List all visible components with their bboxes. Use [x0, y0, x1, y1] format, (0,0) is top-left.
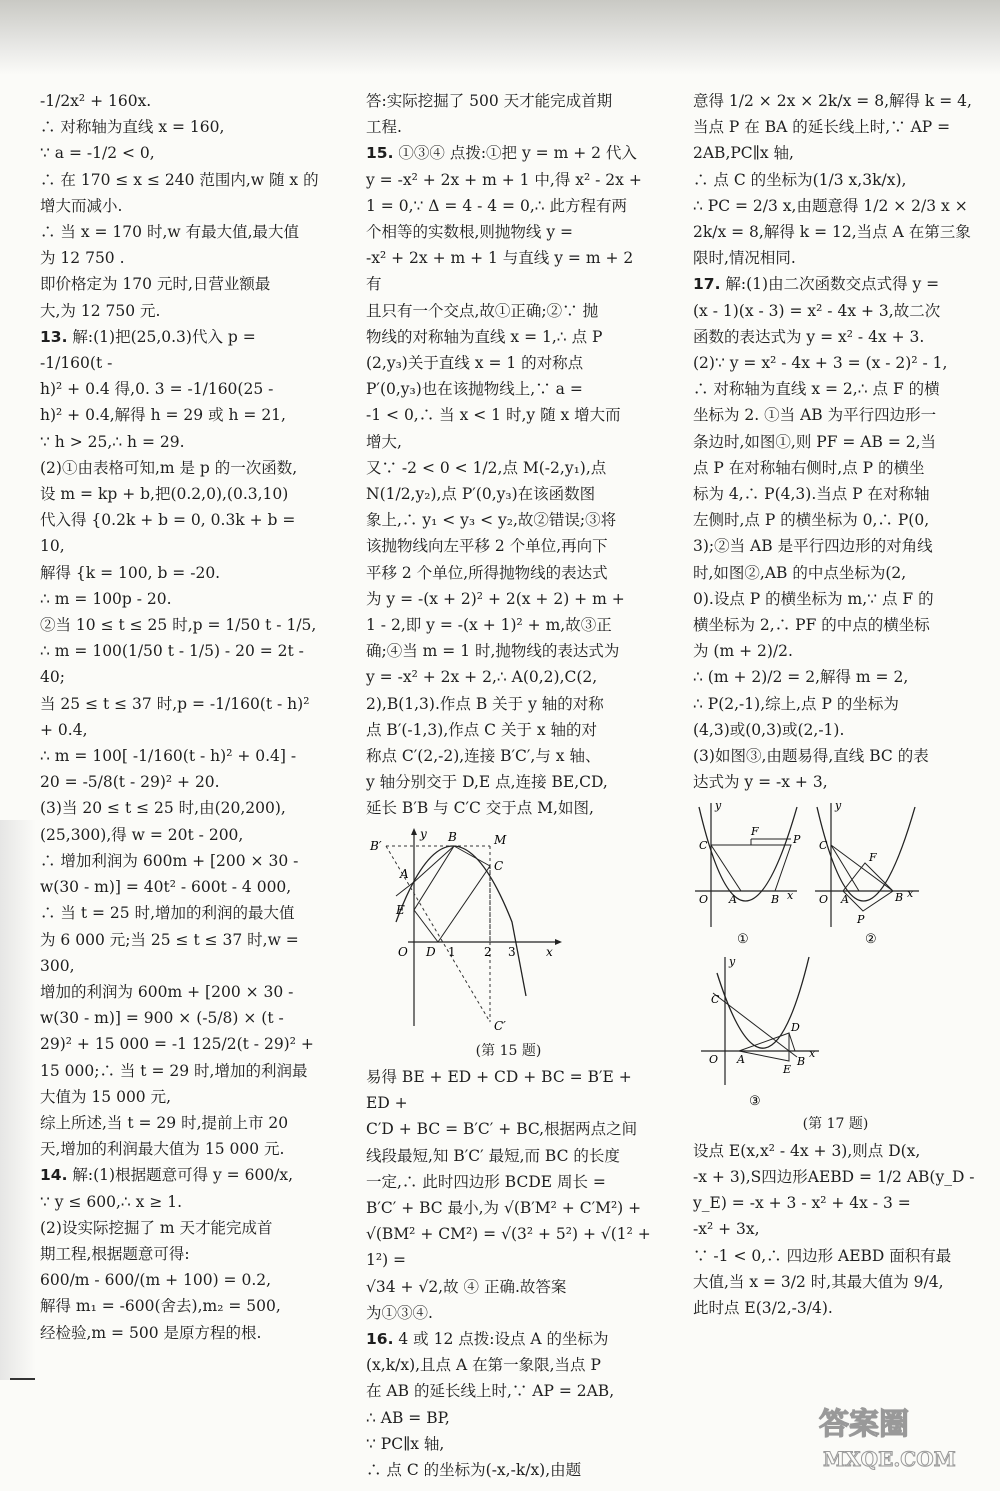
col1-line: ∵ y ≤ 600,∴ x ≥ 1. — [40, 1192, 183, 1211]
fig3-db — [789, 1033, 795, 1051]
col2-line: 又∵ -2 < 0 < 1/2,点 M(-2,y₁),点 — [366, 458, 607, 477]
fig1-parabola — [699, 807, 797, 901]
col3-line: 当点 P 在 BA 的延长线上时,∵ AP = — [693, 118, 951, 137]
fig2-label-o: O — [819, 893, 829, 907]
col1-line: (25,300),得 w = 20t - 200, — [40, 825, 244, 844]
label-bprime: B′ — [370, 838, 382, 853]
col3-line: 左侧时,点 P 的横坐标为 0,∴ P(0, — [693, 511, 930, 530]
col1-line: 15 000;∴ 当 t = 29 时,增加的利润最 — [40, 1061, 308, 1080]
col1-line: 当 25 ≤ t ≤ 37 时,p = -1/160(t - h)² + 0.4, — [40, 694, 315, 739]
fig3-label-a: A — [737, 1053, 745, 1067]
col2b-line: ∴ AB = BP, — [366, 1408, 450, 1427]
col1-line: ∴ m = 100p - 20. — [40, 589, 172, 608]
label-c: C — [494, 858, 504, 873]
col3-line: ∴ P(2,-1),综上,点 P 的坐标为 — [693, 694, 899, 713]
fig2-label-p: P — [857, 913, 865, 927]
col2b-line: ∴ 点 C 的坐标为(-x,-k/x),由题 — [366, 1460, 582, 1479]
col3-line: 时,如图②,AB 的中点坐标为(2, — [693, 563, 907, 582]
col2-line: y = -x² + 2x + m + 1 中,得 x² - 2x + — [366, 170, 642, 189]
fig2-parallelogram — [843, 863, 893, 911]
col1-line: ②当 10 ≤ t ≤ 25 时,p = 1/50 t - 1/5, — [40, 616, 317, 635]
question-number: 15. — [366, 144, 394, 163]
fig3-label-y: y — [729, 955, 736, 969]
fig3-parabola — [717, 957, 809, 1048]
col2-line: 工程. — [366, 118, 402, 137]
col3-line: 横坐标为 2,∴ PF 的中点的横坐标 — [693, 616, 930, 635]
col1-line: 为 12 750 . — [40, 249, 125, 268]
question-number: 14. — [40, 1166, 68, 1185]
col3-line: 3);②当 AB 是平行四边形的对角线 — [693, 537, 933, 556]
segment-bc — [454, 846, 490, 866]
col3-line: 0).设点 P 的横坐标为 m,∵ 点 F 的 — [693, 589, 934, 608]
col2b-line: 16. 4 或 12 点拨:设点 A 的坐标为 — [366, 1329, 609, 1348]
fig3-label-e: E — [783, 1063, 792, 1077]
col3-line: 2k/x = 8,解得 k = 12,当点 A 在第三象 — [693, 223, 971, 242]
fig2-label-f: F — [869, 851, 877, 865]
col1-line: 设 m = kp + b,把(0.2,0),(0.3,10) — [40, 485, 289, 504]
col3-line: 17. 解:(1)由二次函数交点式得 y = — [693, 275, 940, 294]
col1-line: -1/2x² + 160x. — [40, 92, 152, 110]
col1-line: ∴ m = 100(1/50 t - 1/5) - 20 = 2t - 40; — [40, 642, 309, 687]
fig1-label-x: x — [787, 889, 794, 903]
segment-ab — [414, 846, 454, 882]
segment-dc — [438, 866, 490, 942]
col3-line: 限时,情况相同. — [693, 249, 796, 268]
col2-line: 延长 B′B 与 C′C 交于点 M,如图, — [366, 799, 594, 818]
fig2-label-x: x — [907, 887, 914, 901]
col2b-line: C′D + BC = B′C′ + BC,根据两点之间 — [366, 1120, 638, 1139]
col3-line: (x - 1)(x - 3) = x² - 4x + 3,故二次 — [693, 301, 941, 320]
col1-line: 29)² + 15 000 = -1 125/2(t - 29)² + — [40, 1035, 314, 1054]
col2-line: 为 y = -(x + 2)² + 2(x + 2) + m + — [366, 589, 625, 608]
col2-line: 点 B′(-1,3),作点 C 关于 x 轴的对 — [366, 720, 598, 739]
col3-line: ∴ 对称轴为直线 x = 2,∴ 点 F 的横 — [693, 380, 940, 399]
col2b-line: √(BM² + CM²) = √(3² + 5²) + √(1² + 1²) = — [366, 1225, 656, 1270]
fig2-label-y: y — [835, 799, 842, 813]
fig1-label-c: C — [699, 839, 708, 853]
fig3-label-x: x — [809, 1047, 816, 1061]
question-number: 13. — [40, 327, 68, 346]
col1-line: 即价格定为 170 元时,日营业额最 — [40, 275, 271, 294]
svg-text:答案圈: 答案圈 — [819, 1407, 909, 1442]
col1-line: 解得 m₁ = -600(舍去),m₂ = 500, — [40, 1297, 281, 1316]
col1-line: 大值为 15 000 元, — [40, 1087, 172, 1106]
col2b-line: 易得 BE + ED + CD + BC = B′E + ED + — [366, 1067, 637, 1113]
fig3-label-c: C — [711, 993, 720, 1007]
col3-line: 达式为 y = -x + 3, — [693, 773, 828, 792]
column-3 — [693, 88, 978, 1321]
col2-line: 确;④当 m = 1 时,抛物线的表达式为 — [366, 642, 620, 661]
segment-be — [414, 846, 454, 910]
col1-line: 增大而减小. — [40, 196, 123, 215]
segment-ed — [414, 910, 438, 942]
col2-line: P′(0,y₃)也在该抛物线上,∵ a = — [366, 380, 583, 399]
col2b-line: 线段最短,知 B′C′ 最短,而 BC 的长度 — [366, 1146, 620, 1165]
col1-line: 20 = -5/8(t - 29)² + 20. — [40, 773, 220, 792]
column-3-text-b — [693, 1138, 978, 1321]
figure-17-3 — [693, 953, 933, 1111]
label-m: M — [494, 832, 507, 847]
col1-line: ∴ 当 x = 170 时,w 有最大值,最大值 — [40, 223, 299, 242]
col2-line: 2),B(1,3).作点 B 关于 y 轴的对称 — [366, 694, 604, 713]
col1-line: h)² + 0.4 得,0. 3 = -1/160(25 - — [40, 380, 274, 399]
col2b-line: (x,k/x),且点 A 在第一象限,当点 P — [366, 1356, 601, 1375]
fig3-quadrilateral — [739, 1033, 789, 1061]
label-d: D — [426, 944, 436, 959]
fig2-number: ② — [865, 932, 877, 948]
question-number: 17. — [693, 275, 721, 294]
col3-line: 条边时,如图①,则 PF = AB = 2,当 — [693, 432, 937, 451]
col3-line: 标为 4,∴ P(4,3).当点 P 在对称轴 — [693, 485, 930, 504]
label-b: B — [448, 829, 457, 844]
col3-line: (3)如图③,由题易得,直线 BC 的表 — [693, 747, 929, 766]
figure-15-caption: (第 15 题) — [475, 1042, 542, 1059]
col3-line: 坐标为 2. ①当 AB 为平行四边形一 — [693, 406, 937, 425]
fig1-label-p: P — [793, 833, 801, 847]
col1-line: 期工程,根据题意可得: — [40, 1244, 190, 1263]
col3-line: ∴ (m + 2)/2 = 2,解得 m = 2, — [693, 668, 909, 687]
col3-line: 2AB,PC∥x 轴, — [693, 144, 794, 163]
fig1-label-a: A — [729, 893, 737, 907]
column-2 — [366, 88, 656, 1483]
fig3-label-d: D — [791, 1021, 800, 1035]
col3-line: 为 (m + 2)/2. — [693, 642, 793, 661]
col1-line: 解得 {k = 100, b = -20. — [40, 563, 221, 582]
col2b-line: 一定,∴ 此时四边形 BCDE 周长 = — [366, 1172, 606, 1191]
col3-line: (4,3)或(0,3)或(2,-1). — [693, 720, 845, 739]
col1-line: ∴ 当 t = 25 时,增加的利润的最大值 — [40, 904, 295, 923]
fig2-triangle — [831, 845, 893, 891]
col2-line: y 轴分别交于 D,E 点,连接 BE,CD, — [366, 773, 608, 792]
col2b-line: B′C′ + BC 最小,为 √(B′M² + C′M²) + — [366, 1198, 642, 1217]
col1-line: 综上所述,当 t = 29 时,提前上市 20 — [40, 1113, 289, 1132]
col2-line: N(1/2,y₂),点 P′(0,y₃)在该函数图 — [366, 485, 596, 504]
col1-line: ∴ 在 170 ≤ x ≤ 240 范围内,w 随 x 的 — [40, 170, 319, 189]
col2-line: 该抛物线向左平移 2 个单位,再向下 — [366, 537, 608, 556]
label-3: 3 — [508, 944, 516, 959]
label-cprime: C′ — [494, 1018, 506, 1033]
col1-line: ∴ 对称轴为直线 x = 160, — [40, 118, 225, 137]
col3b-line: ∵ -1 < 0,∴ 四边形 AEBD 面积有最 — [693, 1246, 952, 1265]
col3b-line: 设点 E(x,x² - 4x + 3),则点 D(x, — [693, 1141, 921, 1160]
col1-line: 14. 解:(1)根据题意可得 y = 600/x, — [40, 1166, 294, 1185]
col2-line: 答:实际挖掘了 500 天才能完成首期 — [366, 92, 613, 110]
column-3-text-a — [693, 88, 978, 795]
column-2-text-a — [366, 88, 651, 822]
col2-line: -x² + 2x + m + 1 与直线 y = m + 2 有 — [366, 249, 639, 294]
fig2-label-b: B — [895, 891, 904, 905]
col2b-line: √34 + √2,故 ④ 正确.故答案 — [366, 1277, 567, 1296]
col3-line: 意得 1/2 × 2x × 2k/x = 8,解得 k = 4, — [693, 92, 972, 110]
label-1: 1 — [448, 944, 456, 959]
col2-line: 增大, — [366, 432, 402, 451]
col3b-line: 此时点 E(3/2,-3/4). — [693, 1298, 833, 1317]
col2b-line: ∵ PC∥x 轴, — [366, 1434, 445, 1453]
col1-line: h)² + 0.4,解得 h = 29 或 h = 21, — [40, 406, 286, 425]
column-1 — [40, 88, 320, 1346]
col2-line: 平移 2 个单位,所得抛物线的表达式 — [366, 563, 608, 582]
fig1-label-o: O — [699, 893, 709, 907]
label-a: A — [400, 866, 409, 881]
fig3-number: ③ — [749, 1094, 761, 1110]
col2-line: y = -x² + 2x + 2,∴ A(0,2),C(2, — [366, 668, 598, 687]
col2b-line: 在 AB 的延长线上时,∵ AP = 2AB, — [366, 1382, 615, 1401]
col3-line: 函数的表达式为 y = x² - 4x + 3. — [693, 327, 925, 346]
fig3-label-b: B — [797, 1055, 806, 1069]
col2-line: 15. ①③④ 点拨:①把 y = m + 2 代入 — [366, 144, 637, 163]
label-o: O — [398, 944, 408, 959]
col1-line: w(30 - m)] = 900 × (-5/8) × (t - — [40, 1009, 284, 1028]
fig1-number: ① — [737, 932, 749, 948]
label-x: x — [546, 944, 553, 959]
col1-line: ∴ m = 100[ -1/160(t - h)² + 0.4] - — [40, 747, 297, 766]
column-2-text-b — [366, 1064, 656, 1483]
fig1-label-f: F — [751, 825, 759, 839]
col3-line: ∴ PC = 2/3 x,由题意得 1/2 × 2/3 x × — [693, 196, 968, 215]
col2-line: (2,y₃)关于直线 x = 1 的对称点 — [366, 354, 584, 373]
col1-line: (2)设实际挖掘了 m 天才能完成首 — [40, 1218, 273, 1237]
col2-line: -1 < 0,∴ 当 x < 1 时,y 随 x 增大而 — [366, 406, 621, 425]
col1-line: 为 6 000 元;当 25 ≤ t ≤ 37 时,w = 300, — [40, 930, 304, 975]
col1-line: 13. 解:(1)把(25,0.3)代入 p = -1/160(t - — [40, 327, 261, 373]
x-arrow-icon — [555, 939, 562, 945]
label-y: y — [420, 826, 427, 841]
col1-line: 天,增加的利润最大值为 15 000 元. — [40, 1140, 285, 1159]
col1-line: w(30 - m)] = 40t² - 600t - 4 000, — [40, 878, 292, 897]
label-e: E — [396, 902, 405, 917]
fig1-label-y: y — [715, 799, 722, 813]
col1-line: 代入得 {0.2k + b = 0, 0.3k + b = 10, — [40, 511, 301, 556]
fig1-parallelogram — [711, 845, 791, 891]
col3b-line: -x + 3),S四边形AEBD = 1/2 AB(y_D - — [693, 1167, 975, 1186]
col1-line: 经检验,m = 500 是原方程的根. — [40, 1323, 262, 1342]
col1-line: (2)①由表格可知,m 是 p 的一次函数, — [40, 458, 298, 477]
fig2-label-c: C — [819, 839, 828, 853]
scan-shadow-band — [0, 0, 1000, 75]
col3-line: (2)∵ y = x² - 4x + 3 = (x - 2)² - 1, — [693, 354, 948, 373]
figure-17-1-2 — [693, 799, 933, 949]
col1-line: ∵ a = -1/2 < 0, — [40, 144, 155, 163]
fig2-label-a: A — [841, 893, 849, 907]
col2-line: 物线的对称轴为直线 x = 1,∴ 点 P — [366, 327, 603, 346]
col2-line: 且只有一个交点,故①正确;②∵ 抛 — [366, 301, 599, 320]
col2b-line: 为①③④. — [366, 1303, 433, 1322]
figure-15 — [366, 826, 566, 1038]
col1-line: 600/m - 600/(m + 100) = 0.2, — [40, 1271, 272, 1290]
fig2-parabola — [817, 807, 915, 901]
col2-line: 个相等的实数根,则抛物线 y = — [366, 223, 574, 242]
col1-line: (3)当 20 ≤ t ≤ 25 时,由(20,200), — [40, 799, 286, 818]
col1-line: ∴ 增加利润为 600m + [200 × 30 - — [40, 851, 299, 870]
page-number-rule — [10, 1378, 35, 1380]
col2-line: 1 = 0,∵ Δ = 4 - 4 = 0,∴ 此方程有两 — [366, 196, 628, 215]
col1-line: 增加的利润为 600m + [200 × 30 - — [40, 982, 294, 1001]
col2-line: 1 - 2,即 y = -(x + 1)² + m,故③正 — [366, 616, 612, 635]
watermark-logo — [815, 1400, 985, 1475]
parabola — [396, 846, 526, 996]
col3b-line: 大值,当 x = 3/2 时,其最大值为 9/4, — [693, 1272, 944, 1291]
col1-line: ∵ h > 25,∴ h = 29. — [40, 432, 185, 451]
col3-line: ∴ 点 C 的坐标为(1/3 x,3k/x), — [693, 170, 907, 189]
fig3-label-o: O — [709, 1053, 719, 1067]
col2-line: 称点 C′(2,-2),连接 B′C′,与 x 轴、 — [366, 747, 601, 766]
question-number: 16. — [366, 1329, 394, 1348]
col1-line: 大,为 12 750 元. — [40, 301, 161, 320]
col2-line: 象上,∴ y₁ < y₃ < y₂,故②错误;③将 — [366, 511, 617, 530]
figure-17-caption: (第 17 题) — [802, 1116, 869, 1133]
col3b-line: -x² + 3x, — [693, 1220, 760, 1239]
svg-text:MXQE.COM: MXQE.COM — [823, 1447, 956, 1471]
col3b-line: y_E) = -x + 3 - x² + 4x - 3 = — [693, 1194, 911, 1213]
col3-line: 点 P 在对称轴右侧时,点 P 的横坐 — [693, 458, 925, 477]
fig1-label-b: B — [771, 893, 780, 907]
binding-strip — [0, 820, 36, 1380]
label-2: 2 — [484, 944, 492, 959]
y-arrow-icon — [411, 828, 417, 835]
